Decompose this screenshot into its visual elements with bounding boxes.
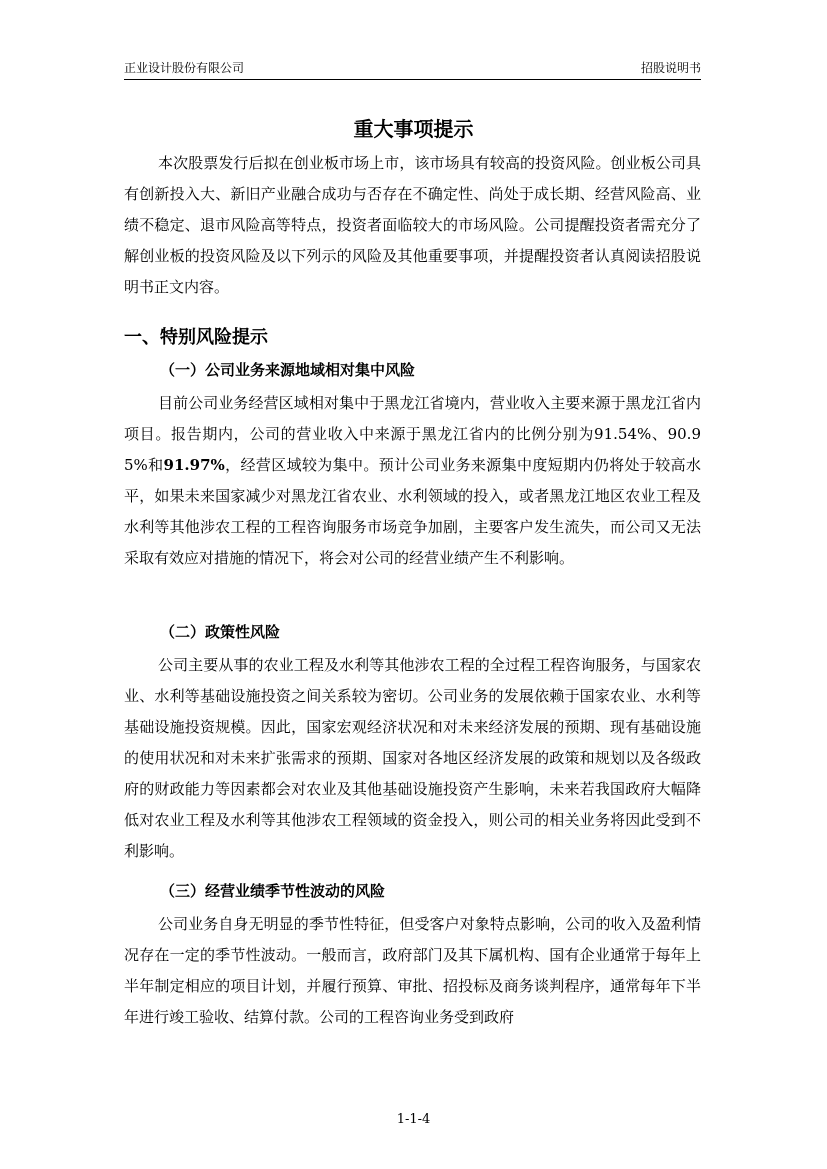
header-doc-type: 招股说明书 xyxy=(640,61,701,75)
paragraph-policy-risk: 公司主要从事的农业工程及水利等其他涉农工程的全过程工程咨询服务，与国家农业、水利等基础设施投资之间关系较为密切。公司业务的发展依赖于国家农业、水利等基础设施投资规模。因此，国家宏观经济状况和对未来经济发展的预期、现有基础设施的使用状况和对未来扩张需求的预期、国家对各地区经济发展的政策和规划以及各级政府的财政能力等因素都会对农业及其他基础设施投资产生影响，未来若我国政府大幅降低对农业工程及水利等其他涉农工程领域的资金投入，则公司的相关业务将因此受到不利影响。 xyxy=(124,656,701,860)
paragraph-seasonality-risk: 公司业务自身无明显的季节性特征，但受客户对象特点影响，公司的收入及盈利情况存在一定的季节性波动。一般而言，政府部门及其下属机构、国有企业通常于每年上半年制定相应的项目计划，并履行预算、审批、招投标及商务谈判程序，通常每年下半年进行竣工验收、结算付款。公司的工程咨询业务受到政府 xyxy=(124,915,701,1026)
section-heading-special-risks: 一、特别风险提示 xyxy=(124,327,268,348)
header-company: 正业设计股份有限公司 xyxy=(124,61,245,75)
paragraph-regional-concentration xyxy=(124,388,701,574)
subsection-heading-seasonality-risk: （三）经营业绩季节性波动的风险 xyxy=(160,882,386,900)
page-header xyxy=(124,59,701,80)
subsection-heading-policy-risk: （二）政策性风险 xyxy=(160,623,281,641)
page-title: 重大事项提示 xyxy=(353,117,474,141)
page-number: 1-1-4 xyxy=(396,1112,431,1127)
paragraph-regional-text-a: 目前公司业务经营区域相对集中于黑龙江省境内，营业收入主要来源于黑龙江省内项目。报告期内，公司的营业收入中来源于黑龙江省内的比例分别为91.54%、90.95%和 xyxy=(124,394,701,474)
subsection-heading-regional-concentration: （一）公司业务来源地域相对集中风险 xyxy=(160,361,416,379)
paragraph-regional-text-b: ，经营区域较为集中。预计公司业务来源集中度短期内仍将处于较高水平，如果未来国家减少对黑龙江省农业、水利领域的投入，或者黑龙江地区农业工程及水利等其他涉农工程的工程咨询服务市场竞争加剧，主要客户发生流失，而公司又无法采取有效应对措施的情况下，将会对公司的经营业绩产生不利影响。 xyxy=(124,456,701,567)
highlighted-percentage: 91.97% xyxy=(163,456,225,474)
intro-paragraph: 本次股票发行后拟在创业板市场上市，该市场具有较高的投资风险。创业板公司具有创新投入大、新旧产业融合成功与否存在不确定性、尚处于成长期、经营风险高、业绩不稳定、退市风险高等特点，投资者面临较大的市场风险。公司提醒投资者需充分了解创业板的投资风险及以下列示的风险及其他重要事项，并提醒投资者认真阅读招股说明书正文内容。 xyxy=(124,154,701,296)
